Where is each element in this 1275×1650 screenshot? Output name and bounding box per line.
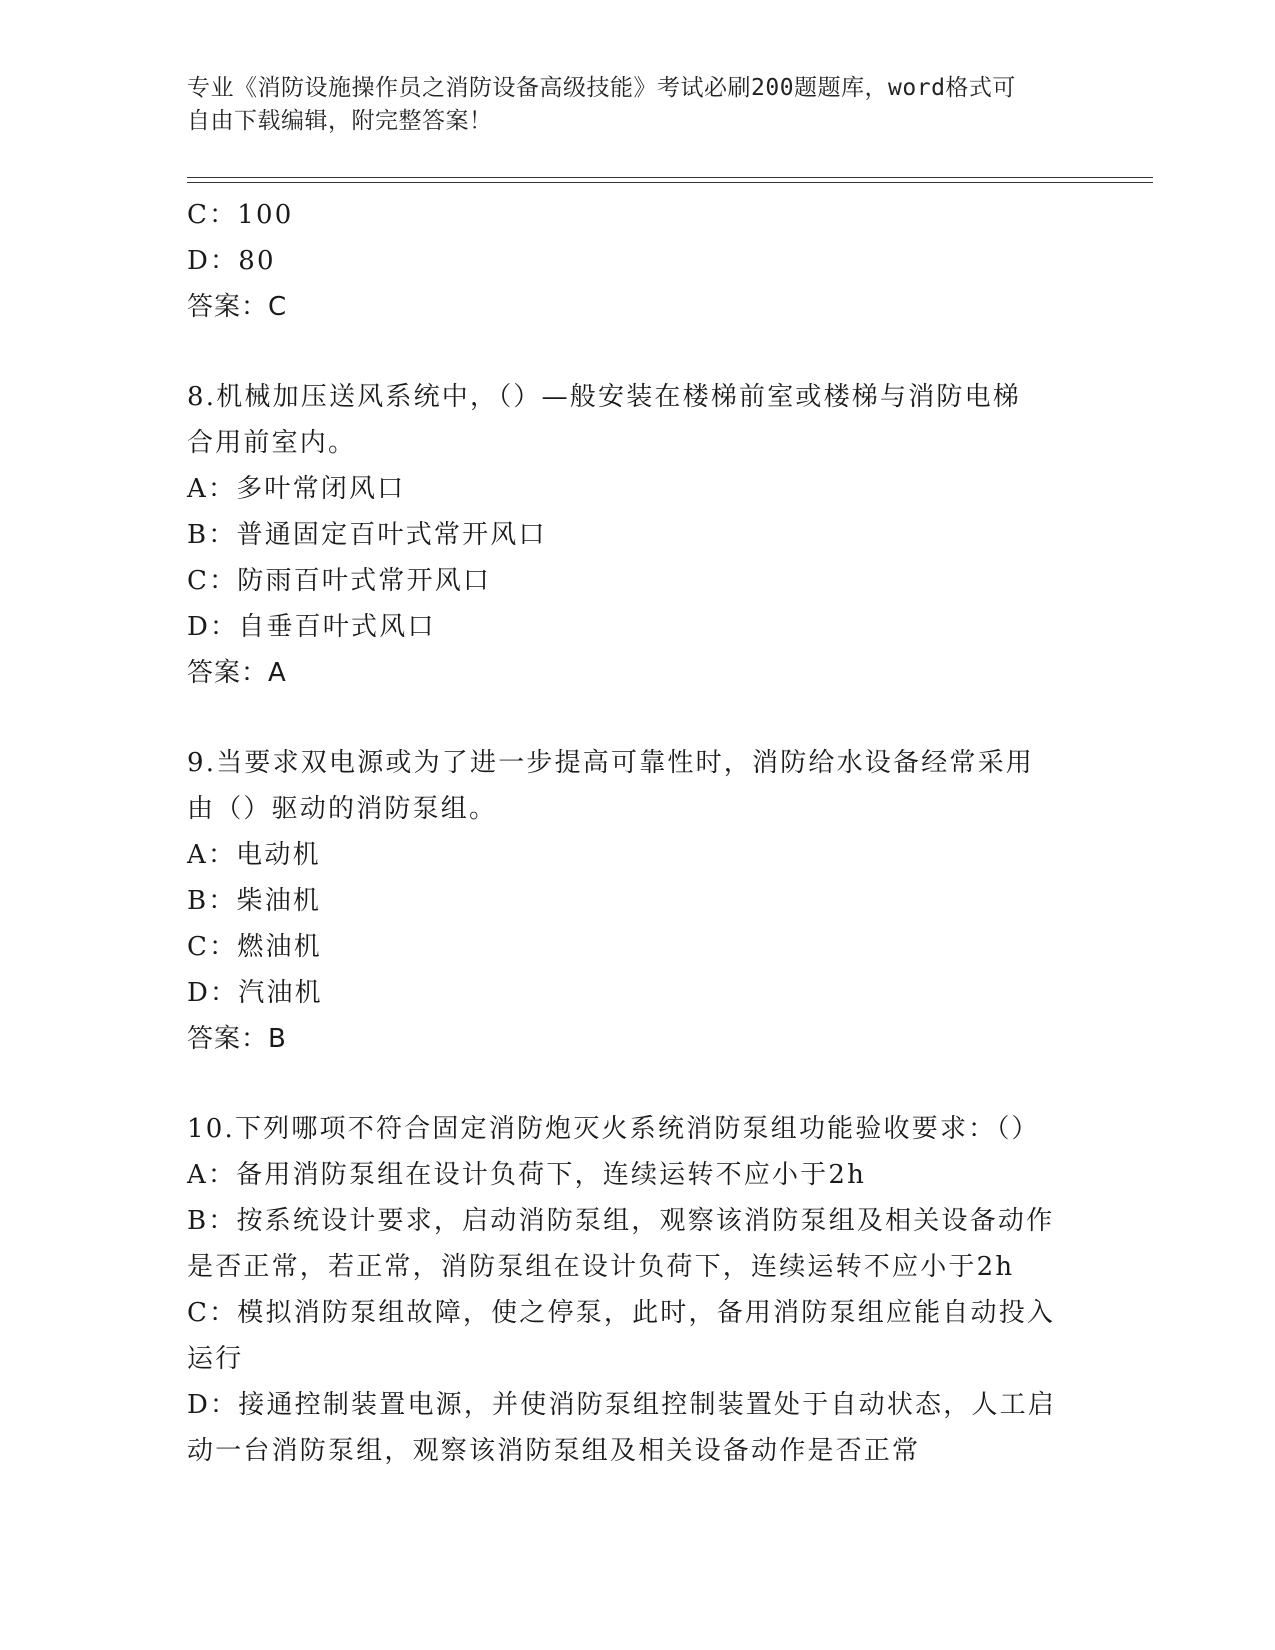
answer-label: 答案：B [187, 1024, 287, 1054]
option-a: A：多叶常闭风口 [187, 474, 406, 504]
option-d-continued: 动一台消防泵组，观察该消防泵组及相关设备动作是否正常 [187, 1436, 921, 1466]
option-c-continued: 运行 [187, 1344, 244, 1374]
option-b-continued: 是否正常，若正常，消防泵组在设计负荷下，连续运转不应小于2h [187, 1252, 1015, 1282]
option-a: A：备用消防泵组在设计负荷下，连续运转不应小于2h [187, 1160, 867, 1190]
option-b: B：按系统设计要求，启动消防泵组，观察该消防泵组及相关设备动作 [187, 1206, 1055, 1236]
option-d: D：汽油机 [187, 978, 323, 1008]
spacer [187, 330, 1067, 374]
question-stem-line: 9.当要求双电源或为了进一步提高可靠性时，消防给水设备经常采用 [187, 748, 1035, 778]
question-stem-line: 10.下列哪项不符合固定消防炮灭火系统消防泵组功能验收要求：（） [187, 1114, 1040, 1144]
question-stem-line: 由（）驱动的消防泵组。 [187, 794, 498, 824]
option-d: D：自垂百叶式风口 [187, 612, 436, 642]
option-c: C：防雨百叶式常开风口 [187, 566, 492, 596]
header-title-line-1: 专业《消防设施操作员之消防设备高级技能》考试必刷200题题库，word格式可 [187, 75, 1016, 101]
question-list [187, 192, 1067, 1474]
option-c: C：100 [187, 200, 294, 230]
question-8 [187, 374, 1067, 696]
option-d: D：接通控制装置电源，并使消防泵组控制装置处于自动状态，人工启 [187, 1390, 1057, 1420]
option-b: B：普通固定百叶式常开风口 [187, 520, 547, 550]
option-d: D：80 [187, 246, 276, 276]
question-7-tail [187, 192, 1067, 330]
spacer [187, 1062, 1067, 1106]
header-title-line-2: 自由下载编辑，附完整答案！ [187, 108, 493, 134]
answer-label: 答案：A [187, 658, 287, 688]
question-stem-line: 合用前室内。 [187, 428, 357, 458]
header-divider [187, 177, 1153, 183]
question-stem-line: 8.机械加压送风系统中，（）—般安装在楼梯前室或楼梯与消防电梯 [187, 382, 1022, 412]
option-b: B：柴油机 [187, 886, 322, 916]
question-10 [187, 1106, 1067, 1474]
option-c: C：模拟消防泵组故障，使之停泵，此时，备用消防泵组应能自动投入 [187, 1298, 1056, 1328]
document-header [187, 72, 1067, 138]
spacer [187, 696, 1067, 740]
option-c: C：燃油机 [187, 932, 322, 962]
question-9 [187, 740, 1067, 1062]
option-a: A：电动机 [187, 840, 321, 870]
answer-label: 答案：C [187, 292, 288, 322]
